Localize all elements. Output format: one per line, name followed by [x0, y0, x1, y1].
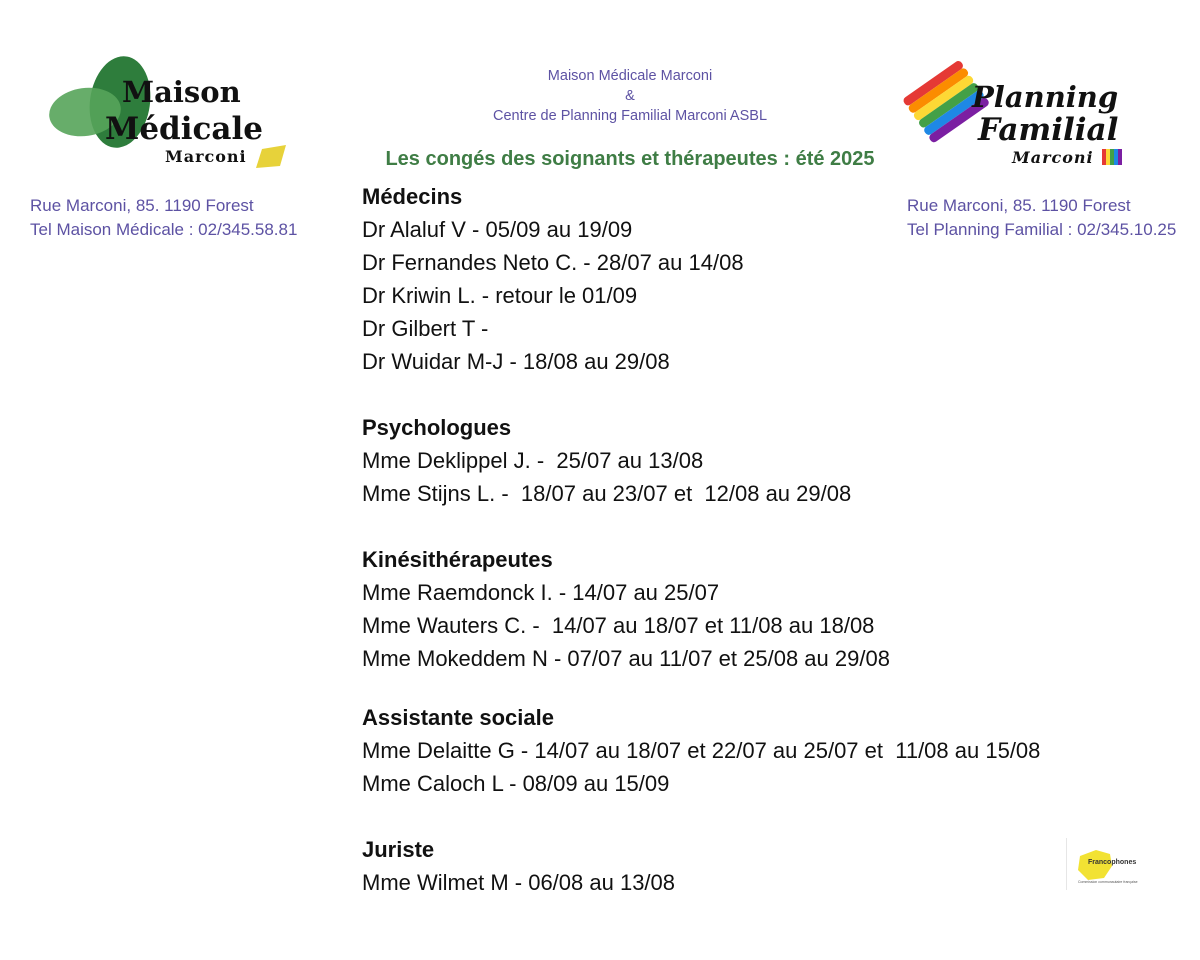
list-item: Dr Wuidar M-J - 18/08 au 29/08 [362, 349, 670, 374]
badge-sublabel: Commission communautaire française [1078, 880, 1138, 884]
list-item: Mme Wauters C. - 14/07 au 18/07 et 11/08 au 18/08 [362, 613, 875, 638]
list-item: Mme Stijns L. - 18/07 au 23/07 et 12/08 au 29/08 [362, 481, 852, 506]
list-item: Mme Wilmet M - 06/08 au 13/08 [362, 870, 676, 895]
header-line3: Centre de Planning Familial Marconi ASBL [492, 108, 768, 124]
section-title: Juriste [362, 837, 435, 862]
page-title: Les congés des soignants et thérapeutes : été 2025 [385, 148, 875, 170]
planning-familial-logo [900, 55, 1130, 175]
maison-medicale-logo [40, 52, 300, 174]
section-medecins [362, 180, 1082, 378]
list-item: Mme Mokeddem N - 07/07 au 11/07 et 25/08 au 29/08 [362, 646, 890, 671]
section-psychologues [362, 411, 1082, 510]
francophones-badge [1066, 838, 1140, 890]
address-right-street: Rue Marconi, 85. 1190 Forest [907, 196, 1131, 215]
list-item: Mme Raemdonck I. - 14/07 au 25/07 [362, 580, 720, 605]
logo-left-word2: Médicale [105, 111, 263, 147]
list-item: Dr Alaluf V - 05/09 au 19/09 [362, 217, 633, 242]
badge-label: Francophones [1088, 859, 1137, 866]
logo-right-word2: Familial [978, 112, 1119, 148]
section-kinesitherapeutes [362, 543, 1082, 675]
list-item: Dr Gilbert T - [362, 316, 489, 341]
section-juriste [362, 833, 1082, 899]
address-right-phone: Tel Planning Familial : 02/345.10.25 [907, 220, 1177, 239]
header-line2: & [625, 88, 635, 104]
organization-header [360, 66, 900, 126]
logo-right-word3: Marconi [1012, 148, 1094, 167]
list-item: Mme Deklippel J. - 25/07 au 13/08 [362, 448, 704, 473]
address-left-phone: Tel Maison Médicale : 02/345.58.81 [30, 220, 298, 239]
section-title: Psychologues [362, 415, 512, 440]
section-title: Médecins [362, 184, 463, 209]
logo-right-word1: Planning [972, 80, 1119, 114]
section-title: Kinésithérapeutes [362, 547, 553, 572]
section-title: Assistante sociale [362, 705, 554, 730]
address-left [30, 194, 297, 242]
logo-left-word3: Marconi [165, 147, 247, 166]
header-line1: Maison Médicale Marconi [547, 68, 713, 84]
list-item: Dr Kriwin L. - retour le 01/09 [362, 283, 638, 308]
logo-left-word1: Maison [122, 75, 241, 109]
list-item: Mme Caloch L - 08/09 au 15/09 [362, 771, 670, 796]
address-left-street: Rue Marconi, 85. 1190 Forest [30, 196, 254, 215]
section-assistante-sociale [362, 701, 1082, 800]
leave-schedule [362, 180, 1082, 932]
list-item: Mme Delaitte G - 14/07 au 18/07 et 22/07 au 25/07 et 11/08 au 15/08 [362, 738, 1041, 763]
list-item: Dr Fernandes Neto C. - 28/07 au 14/08 [362, 250, 744, 275]
